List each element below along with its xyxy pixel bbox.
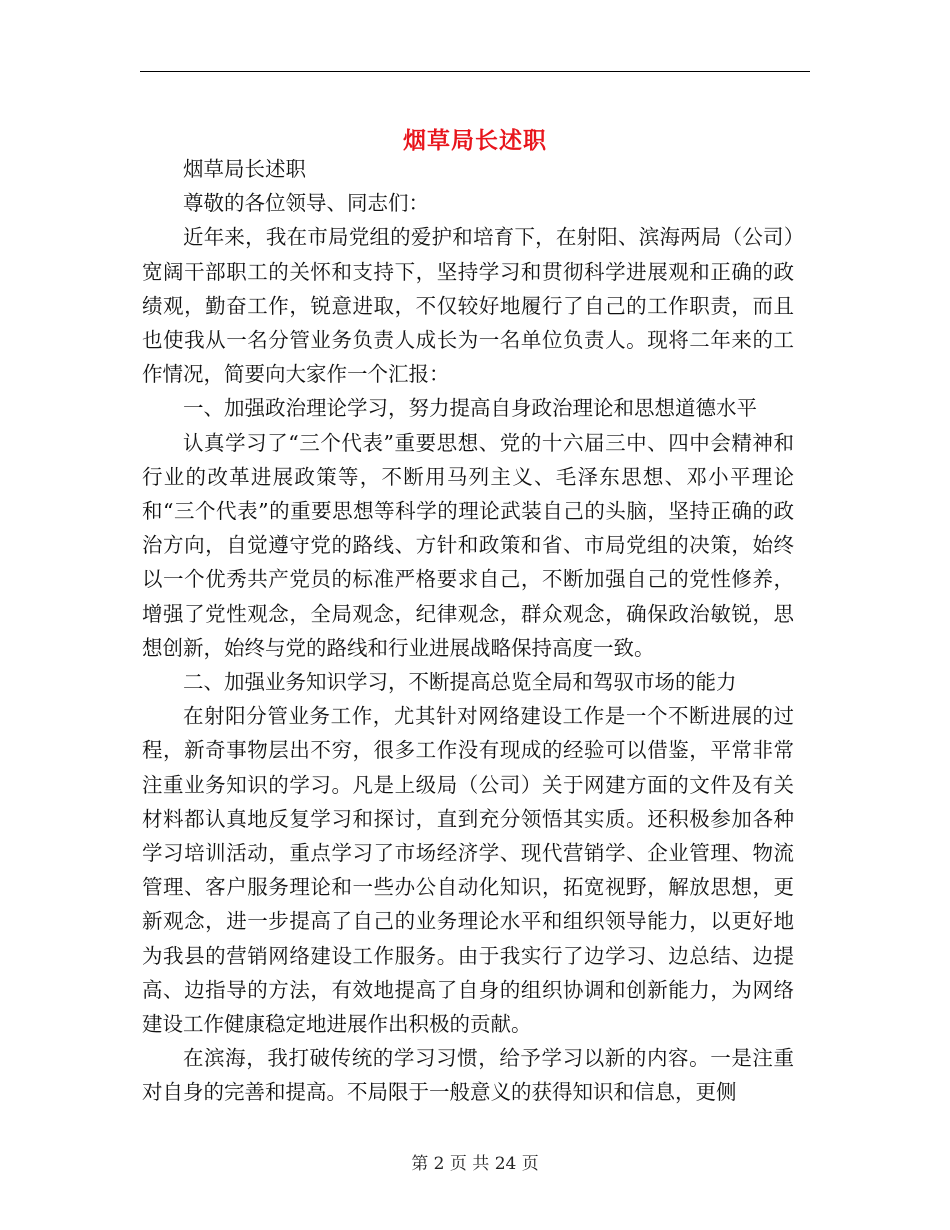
paragraph-intro: 近年来，我在市局党组的爱护和培育下，在射阳、滨海两局（公司）宽阔干部职工的关怀和支持下，坚持学习和贯彻科学进展观和正确的政绩观，勤奋工作，锐意进取，不仅较好地履行了自己的工作职责，而且也使我从一名分管业务负责人成长为一名单位负责人。现将二年来的工作情况，简要向大家作一个汇报： <box>142 225 794 387</box>
paragraph-subtitle: 烟草局长述职 <box>183 157 306 181</box>
section-heading-one: 一、加强政治理论学习，努力提高自身政治理论和思想道德水平 <box>183 396 757 421</box>
header-rule <box>140 71 810 72</box>
paragraph-section-one: 认真学习了“三个代表”重要思想、党的十六届三中、四中会精神和行业的改革进展政策等，不断用马列主义、毛泽东思想、邓小平理论和“三个代表”的重要思想等科学的理论武装自己的头脑，坚持正确的政治方向，自觉遵守党的路线、方针和政策和省、市局党组的决策，始终以一个优秀共产党员的标准严格要求自己，不断加强自己的党性修养，增强了党性观念，全局观念，纪律观念，群众观念，确保政治敏锐，思想创新，始终与党的路线和行业进展战略保持高度一致。 <box>142 430 794 660</box>
page-number: 第 2 页 共 24 页 <box>411 1154 539 1174</box>
section-heading-two: 二、加强业务知识学习，不断提高总览全局和驾驭市场的能力 <box>183 670 737 695</box>
document-body <box>142 152 794 1110</box>
paragraph-sheyang: 在射阳分管业务工作，尤其针对网络建设工作是一个不断进展的过程，新奇事物层出不穷，很多工作没有现成的经验可以借鉴，平常非常注重业务知识的学习。凡是上级局（公司）关于网建方面的文件及有关材料都认真地反复学习和探讨，直到充分领悟其实质。还积极参加各种学习培训活动，重点学习了市场经济学、现代营销学、企业管理、物流管理、客户服务理论和一些办公自动化知识，拓宽视野，解放思想，更新观念，进一步提高了自己的业务理论水平和组织领导能力，以更好地为我县的营销网络建设工作服务。由于我实行了边学习、边总结、边提高、边指导的方法，有效地提高了自身的组织协调和创新能力，为网络建设工作健康稳定地进展作出积极的贡献。 <box>142 704 794 1037</box>
paragraph-binhai: 在滨海，我打破传统的学习习惯，给予学习以新的内容。一是注重对自身的完善和提高。不局限于一般意义的获得知识和信息，更侧 <box>142 1046 794 1105</box>
paragraph-salutation: 尊敬的各位领导、同志们： <box>183 191 429 216</box>
document-title: 烟草局长述职 <box>403 128 547 155</box>
